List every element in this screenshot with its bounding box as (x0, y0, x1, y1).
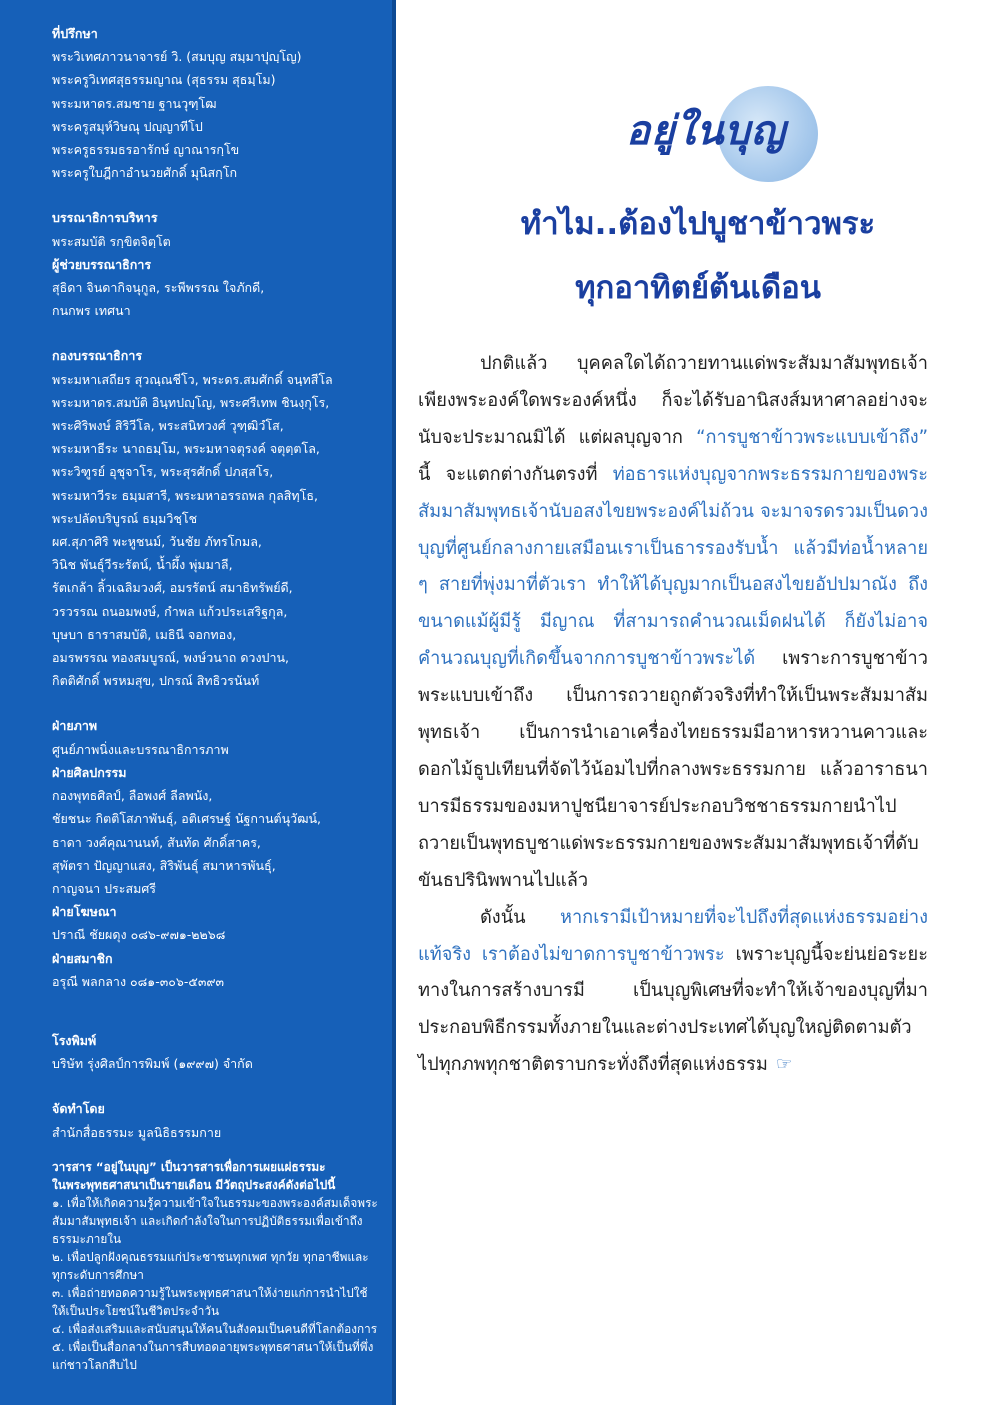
board-member-line: กิตติศักดิ์ พรหมสุข, ปกรณ์ สิทธิวรนันท์ (52, 673, 260, 689)
advertising-contact: ปราณี ชัยผดุง ๐๘๖-๙๗๑-๒๒๖๘ (52, 927, 226, 943)
title-line-2: ทุกอาทิตย์ต้นเดือน (575, 270, 821, 306)
producer-section (52, 1097, 380, 1143)
highlight-text: “การบูชาข้าวพระแบบเข้าถึง” (696, 426, 928, 448)
board-member-line: รัตเกล้า ลิ้วเฉลิมวงศ์, อมรรัตน์ สมาธิทรัพย์ดี, (52, 580, 293, 596)
staff-section (52, 714, 380, 992)
paragraph-1 (418, 346, 928, 900)
board-member-line: บุษบา ธาราสมบัติ, เมธินี จอกทอง, (52, 626, 237, 642)
highlight-text: ท่อธารแห่งบุญจากพระธรรมกายของพระสัมมาสัมพุทธเจ้านับอสงไขยพระองค์ไม่ถ้วน จะมาจรดรวมเป็นดวงบุญที่ศูนย์กลางกายเสมือนเราเป็นธารรองรับน้ำ แล้วมีท่อน้ำหลาย ๆ สายที่พุ่งมาที่ตัวเรา ทำให้ได้บุญมากเป็นอสงไขยอัปปมาณัง ถึงขนาดแม้ผู้มีรู้ มีญาณ ที่สามารถคำนวณเม็ดฝนได้ ก็ยังไม่อาจคำนวณบุญที่เกิดขึ้นจากการบูชาข้าวพระได้ (418, 463, 928, 670)
producer-heading: จัดทำโดย (52, 1101, 105, 1117)
printing-company: บริษัท รุ่งศิลป์การพิมพ์ (๑๙๙๗) จำกัด (52, 1056, 253, 1072)
text-run: ดังนั้น (480, 906, 560, 928)
art-member-line: ธาดา วงศ์คุณานนท์, สันทัด ศักดิ์สาคร, (52, 834, 261, 850)
credits-sidebar (0, 0, 392, 1405)
assistant-editor-names: สุธิดา จินดากิจนุกูล, ระพีพรรณ ใจภักดี, (52, 280, 265, 296)
exec-editor-name: พระสมบัติ รกฺขิตจิตฺโต (52, 233, 171, 249)
exec-editor-heading: บรรณาธิการบริหาร (52, 210, 158, 226)
editorial-board-heading: กองบรรณาธิการ (52, 348, 143, 364)
advisors-heading: ที่ปรึกษา (52, 26, 98, 41)
editors-section (52, 206, 380, 322)
article-body (418, 346, 928, 1084)
advisors-section (52, 22, 380, 184)
board-member-line: พระมหาวีระ ธมฺมสารี, พระมหาอรรถพล กุลสิทฺโธ, (52, 487, 318, 503)
board-member-line: พระมหาเสถียร สุวณฺณชีโว, พระดร.สมศักดิ์ จนฺทสีโล (52, 371, 333, 387)
assistant-editors-heading: ผู้ช่วยบรรณาธิการ (52, 256, 152, 272)
assistant-editor-names: กนกพร เทศนา (52, 303, 131, 319)
purpose-heading: ในพระพุทธศาสนาเป็นรายเดือน มีวัตถุประสงค์ดังต่อไปนี้ (52, 1177, 336, 1192)
paragraph-2 (418, 900, 928, 1085)
magazine-logo (586, 82, 826, 182)
highlight-text: หากเรามีเป้าหมายที่จะไปถึงที่สุดแห่งธรรมอย่างแท้จริง เราต้องไม่ขาดการบูชาข้าวพระ (418, 906, 928, 965)
membership-heading: ฝ่ายสมาชิก (52, 950, 113, 966)
board-member-line: พระมหาดร.สมบัติ อินฺทปญฺโญ, พระศรีเทพ ชินงฺกุโร, (52, 394, 330, 410)
producer-name: สำนักสื่อธรรมะ มูลนิธิธรรมกาย (52, 1124, 222, 1140)
purpose-section (52, 1158, 380, 1374)
photo-heading: ฝ่ายภาพ (52, 718, 98, 734)
art-member-line: กองพุทธศิลป์, ลือพงศ์ ลีลพนัง, (52, 788, 213, 804)
printing-heading: โรงพิมพ์ (52, 1032, 97, 1048)
text-run: นี้ จะแตกต่างกันตรงที่ (418, 463, 613, 485)
art-member-line: สุพัตรา ปัญญาแสง, สิริพันธุ์ สมาหารพันธุ์, (52, 857, 276, 873)
art-member-line: ชัยชนะ กิตติโสภาพันธุ์, อติเศรษฐ์ นัฐกานต์นุวัฒน์, (52, 811, 322, 827)
art-member-line: กาญจนา ประสมศรี (52, 880, 156, 896)
advertising-heading: ฝ่ายโฆษณา (52, 904, 117, 920)
board-member-line: วินิช พันธุ์วีระรัตน์, น้ำผึ้ง พุ่มมาลี, (52, 557, 233, 573)
board-member-line: อมรพรรณ ทองสมบูรณ์, พงษ์วนาถ ดวงปาน, (52, 650, 290, 666)
purpose-item: ๕. เพื่อเป็นสื่อกลางในการสืบทอดอายุพระพุทธศาสนาให้เป็นที่พึ่งแก่ชาวโลกสืบไป (52, 1339, 374, 1372)
advisor-name: พระครูวิเทศสุธรรมญาณ (สุธรรม สุธมฺโม) (52, 72, 276, 88)
article-column (396, 0, 1000, 1405)
text-run: เพราะบุญนี้จะย่นย่อระยะทางในการสร้างบารมี เป็นบุญพิเศษที่จะทำให้เจ้าของบุญที่มาประกอบพิธีกรรมทั้งภายในและต่างประเทศได้บุญใหญ่ติดตามตัวไปทุกภพทุกชาติตราบกระทั่งถึงที่สุดแห่งธรรม (418, 943, 928, 1076)
advisor-name: พระมหาดร.สมชาย ฐานวุฑฺโฒ (52, 95, 217, 111)
logo-text: อยู่ในบุญ (626, 107, 786, 154)
advisor-name: พระครูใบฎีกาอำนวยศักดิ์ มุนิสกฺโก (52, 165, 238, 181)
purpose-heading: วารสาร “อยู่ในบุญ” เป็นวารสารเพื่อการเผยแผ่ธรรมะ (52, 1159, 326, 1174)
purpose-item: ๓. เพื่อถ่ายทอดความรู้ในพระพุทธศาสนาให้ง่ายแก่การนำไปใช้ให้เป็นประโยชน์ในชีวิตประจำวัน (52, 1285, 368, 1318)
advisor-name: พระวิเทศภาวนาจารย์ วิ. (สมบุญ สมฺมาปุญฺโญ) (52, 49, 302, 65)
board-member-line: พระวิฑูรย์ อุชุจาโร, พระสุรศักดิ์ ปภสฺสโร, (52, 464, 274, 480)
purpose-item: ๒. เพื่อปลูกฝังคุณธรรมแก่ประชาชนทุกเพศ ทุกวัย ทุกอาชีพและทุกระดับการศึกษา (52, 1249, 369, 1282)
photo-name: ศูนย์ภาพนิ่งและบรรณาธิการภาพ (52, 741, 229, 757)
board-member-line: วรวรรณ ถนอมพงษ์, กำพล แก้วประเสริฐกุล, (52, 603, 288, 619)
purpose-item: ๔. เพื่อส่งเสริมและสนับสนุนให้คนในสังคมเป็นคนดีที่โลกต้องการ (52, 1321, 378, 1336)
purpose-item: ๑. เพื่อให้เกิดความรู้ความเข้าใจในธรรมะของพระองค์สมเด็จพระสัมมาสัมพุทธเจ้า และเกิดกำลังใจในการปฏิบัติธรรมเพื่อเข้าถึงธรรมะภายใน (52, 1195, 378, 1246)
board-member-line: พระปลัดบริบูรณ์ ธมฺมวิชฺโช (52, 510, 198, 526)
end-mark-icon: ☞ (775, 1054, 793, 1076)
article-title (396, 192, 1000, 320)
board-member-line: ผศ.สุภาศิริ พะหูชนม์, วันชัย ภัทรโกมล, (52, 534, 262, 550)
membership-contact: อรุณี พลกลาง ๐๘๑-๓๐๖-๕๓๙๓ (52, 973, 225, 989)
text-run: ปกติแล้ว บุคคลใดได้ถวายทานแด่พระสัมมาสัมพุทธเจ้าเพียงพระองค์ใดพระองค์หนึ่ง ก็จะได้รับอานิสงส์มหาศาลอย่างจะนับจะประมาณมิได้ แต่ผลบุญจาก (418, 353, 928, 448)
board-member-line: พระศิริพงษ์ สิริวีโล, พระสนิทวงศ์ วุฑฺฒิวํโส, (52, 418, 284, 434)
board-member-line: พระมหาธีระ นาถธมฺโม, พระมหาจตุรงค์ จตุตฺตโล, (52, 441, 320, 457)
text-run: เพราะการบูชาข้าวพระแบบเข้าถึง เป็นการถวายถูกตัวจริงที่ทำให้เป็นพระสัมมาสัมพุทธเจ้า เป็นการนำเอาเครื่องไทยธรรมมีอาหารหวานคาวและดอกไม้ธูปเทียนที่จัดไว้น้อมไปที่กลางพระธรรมกาย แล้วอาราธนาบารมีธรรมของมหาปูชนียาจารย์ประกอบวิชชาธรรมกายนำไปถวายเป็นพุทธบูชาแด่พระธรรมกายของพระสัมมาสัมพุทธเจ้าที่ดับขันธปรินิพพานไปแล้ว (418, 648, 928, 891)
printing-section (52, 1029, 380, 1075)
art-heading: ฝ่ายศิลปกรรม (52, 764, 127, 780)
advisor-name: พระครูสมุห์วิษณุ ปญฺญาทีโป (52, 118, 203, 134)
advisor-name: พระครูธรรมธรอารักษ์ ญาณารกฺโข (52, 142, 240, 158)
title-line-1: ทำไม..ต้องไปบูชาข้าวพระ (520, 206, 876, 242)
editorial-board-section (52, 344, 380, 692)
